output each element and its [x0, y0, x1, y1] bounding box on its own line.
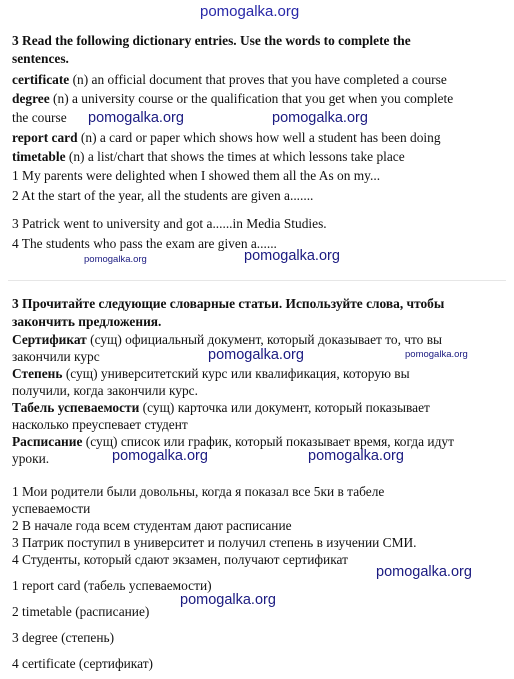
entry-definition: (сущ) карточка или документ, который показывает: [139, 400, 430, 415]
sentence-2: 2 At the start of the year, all the students are given a.......: [12, 188, 314, 203]
sentence-ru-2: 2 В начале года всем студентам дают расписание: [12, 518, 292, 533]
exercise-heading-en-cont: sentences.: [12, 51, 69, 66]
entry-definition: (n) a university course or the qualification that you get when you complete: [49, 91, 454, 106]
answer-3: 3 degree (степень): [12, 630, 115, 645]
divider: [8, 280, 506, 281]
sentence-4: 4 The students who pass the exam are given a......: [12, 236, 277, 251]
entry-ru-certificate: [12, 332, 442, 348]
entry-definition: закончили курс: [12, 349, 100, 364]
watermark: pomogalka.org: [88, 110, 184, 126]
entry-definition: (сущ) список или график, который показывает время, когда идут: [82, 434, 454, 449]
watermark: pomogalka.org: [200, 3, 300, 20]
entry-term: Степень: [12, 366, 63, 381]
entry-term: degree: [12, 91, 50, 106]
entry-ru-degree: [12, 366, 410, 382]
watermark: pomogalka.org: [84, 254, 147, 265]
answer-4: 4 certificate (сертификат): [12, 656, 154, 671]
watermark: pomogalka.org: [376, 564, 472, 580]
entry-term: Сертификат: [12, 332, 87, 347]
entry-degree-cont: [12, 110, 67, 126]
exercise-heading-ru: 3 Прочитайте следующие словарные статьи. Используйте слова, чтобы: [12, 296, 445, 311]
entry-ru-certificate-cont: [12, 349, 100, 365]
watermark: pomogalka.org: [180, 592, 276, 608]
entry-definition: the course: [12, 110, 67, 125]
entry-definition: (n) an official document that proves that you have completed a course: [69, 72, 447, 87]
entry-term: report card: [12, 130, 78, 145]
entry-timetable: [12, 149, 405, 165]
entry-ru-degree-cont: [12, 383, 198, 399]
entry-term: certificate: [12, 72, 70, 87]
entry-definition: получили, когда закончили курс.: [12, 383, 198, 398]
entry-term: timetable: [12, 149, 66, 164]
watermark: pomogalka.org: [112, 448, 208, 464]
entry-definition: (сущ) официальный документ, который доказывает то, что вы: [86, 332, 443, 347]
exercise-heading-ru-cont: закончить предложения.: [12, 314, 162, 329]
sentence-1: 1 My parents were delighted when I showed them all the As on my...: [12, 168, 381, 183]
entry-term: Расписание: [12, 434, 83, 449]
entry-definition: (сущ) университетский курс или квалификация, которую вы: [62, 366, 410, 381]
entry-definition: насколько преуспевает студент: [12, 417, 188, 432]
sentence-ru-1-cont: успеваемости: [12, 501, 91, 516]
entry-ru-timetable-cont: [12, 451, 49, 467]
entry-term: Табель успеваемости: [12, 400, 140, 415]
entry-definition: (n) a card or paper which shows how well a student has been doing: [77, 130, 441, 145]
sentence-ru-4: 4 Студенты, который сдают экзамен, получают сертификат: [12, 552, 348, 567]
watermark: pomogalka.org: [244, 248, 340, 264]
watermark: pomogalka.org: [208, 347, 304, 363]
entry-definition: уроки.: [12, 451, 50, 466]
answer-1: 1 report card (табель успеваемости): [12, 578, 212, 593]
entry-ru-report-card: [12, 400, 430, 416]
entry-definition: (n) a list/chart that shows the times at which lessons take place: [65, 149, 405, 164]
answer-2: 2 timetable (расписание): [12, 604, 150, 619]
exercise-heading-en: 3 Read the following dictionary entries. Use the words to complete the: [12, 33, 411, 48]
sentence-3: 3 Patrick went to university and got a......in Media Studies.: [12, 216, 327, 231]
entry-ru-report-card-cont: [12, 417, 188, 433]
entry-report-card: [12, 130, 441, 146]
entry-degree: [12, 91, 453, 107]
sentence-ru-3: 3 Патрик поступил в университет и получил степень в изучении СМИ.: [12, 535, 417, 550]
watermark: pomogalka.org: [405, 349, 468, 360]
watermark: pomogalka.org: [308, 448, 404, 464]
sentence-ru-1: 1 Мои родители были довольны, когда я показал все 5ки в табеле: [12, 484, 385, 499]
entry-certificate: [12, 72, 447, 88]
watermark: pomogalka.org: [272, 110, 368, 126]
